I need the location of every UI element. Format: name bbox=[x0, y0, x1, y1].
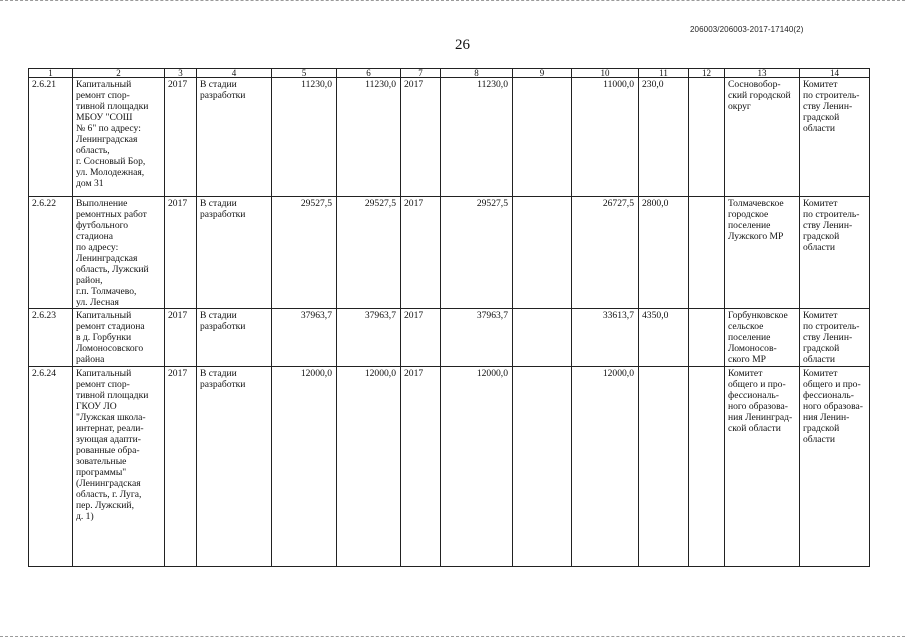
column-number: 11 bbox=[639, 69, 689, 78]
year-funding: 29527,5 bbox=[441, 197, 513, 309]
funding-year: 2017 bbox=[401, 197, 441, 309]
municipality: Толмачевское городское поселение Лужского МР bbox=[725, 197, 800, 309]
regional-budget: 33613,7 bbox=[572, 309, 639, 367]
municipality: Комитет общего и про- фессиональ- ного образова- ния Ленинград- ской области bbox=[725, 367, 800, 567]
column-number-row bbox=[29, 69, 870, 78]
table-row bbox=[29, 309, 870, 367]
column-number: 3 bbox=[165, 69, 197, 78]
scan-top-edge bbox=[0, 0, 905, 2]
column-number: 6 bbox=[337, 69, 401, 78]
row-number: 2.6.24 bbox=[29, 367, 73, 567]
column-number: 2 bbox=[73, 69, 165, 78]
row-number: 2.6.21 bbox=[29, 78, 73, 197]
total-funding: 12000,0 bbox=[337, 367, 401, 567]
column-number: 14 bbox=[800, 69, 870, 78]
start-year: 2017 bbox=[165, 78, 197, 197]
col12-value bbox=[689, 197, 725, 309]
total-funding: 29527,5 bbox=[337, 197, 401, 309]
col9-value bbox=[513, 197, 572, 309]
table-row bbox=[29, 367, 870, 567]
start-year: 2017 bbox=[165, 197, 197, 309]
local-budget: 2800,0 bbox=[639, 197, 689, 309]
col9-value bbox=[513, 78, 572, 197]
responsible-body: Комитет общего и про- фессиональ- ного образова- ния Ленин- градской области bbox=[800, 367, 870, 567]
design-status: В стадии разработки bbox=[197, 197, 272, 309]
funding-year: 2017 bbox=[401, 309, 441, 367]
year-funding: 12000,0 bbox=[441, 367, 513, 567]
work-description: Капитальный ремонт спор- тивной площадки ГКОУ ЛО "Лужская школа- интернат, реали- зующая адапти- рованные обра- зовательные программы" (Ленинградская область, г. Луга, пер. Лужский, д. 1) bbox=[73, 367, 165, 567]
work-description: Выполнение ремонтных работ футбольного стадиона по адресу: Ленинградская область, Лужский район, г.п. Толмачево, ул. Лесная bbox=[73, 197, 165, 309]
column-number: 13 bbox=[725, 69, 800, 78]
table-row bbox=[29, 197, 870, 309]
col12-value bbox=[689, 78, 725, 197]
column-number: 10 bbox=[572, 69, 639, 78]
scan-bottom-edge bbox=[0, 636, 905, 638]
col9-value bbox=[513, 367, 572, 567]
municipality: Горбунковское сельское поселение Ломоносов- ского МР bbox=[725, 309, 800, 367]
column-number: 8 bbox=[441, 69, 513, 78]
column-number: 1 bbox=[29, 69, 73, 78]
column-number: 4 bbox=[197, 69, 272, 78]
municipality: Сосновобор- ский городской округ bbox=[725, 78, 800, 197]
row-number: 2.6.22 bbox=[29, 197, 73, 309]
regional-budget: 12000,0 bbox=[572, 367, 639, 567]
responsible-body: Комитет по строитель- ству Ленин- градской области bbox=[800, 78, 870, 197]
col9-value bbox=[513, 309, 572, 367]
regional-budget: 11000,0 bbox=[572, 78, 639, 197]
start-year: 2017 bbox=[165, 309, 197, 367]
estimated-cost: 29527,5 bbox=[272, 197, 337, 309]
year-funding: 11230,0 bbox=[441, 78, 513, 197]
page-number: 26 bbox=[455, 37, 470, 53]
total-funding: 11230,0 bbox=[337, 78, 401, 197]
estimated-cost: 37963,7 bbox=[272, 309, 337, 367]
total-funding: 37963,7 bbox=[337, 309, 401, 367]
work-description: Капитальный ремонт стадиона в д. Горбунки Ломоносовского района bbox=[73, 309, 165, 367]
column-number: 9 bbox=[513, 69, 572, 78]
design-status: В стадии разработки bbox=[197, 78, 272, 197]
data-table bbox=[28, 68, 870, 567]
local-budget: 230,0 bbox=[639, 78, 689, 197]
design-status: В стадии разработки bbox=[197, 309, 272, 367]
col12-value bbox=[689, 367, 725, 567]
year-funding: 37963,7 bbox=[441, 309, 513, 367]
regional-budget: 26727,5 bbox=[572, 197, 639, 309]
row-number: 2.6.23 bbox=[29, 309, 73, 367]
column-number: 12 bbox=[689, 69, 725, 78]
design-status: В стадии разработки bbox=[197, 367, 272, 567]
start-year: 2017 bbox=[165, 367, 197, 567]
work-description: Капитальный ремонт спор- тивной площадки МБОУ "СОШ № 6" по адресу: Ленинградская область, г. Сосновый Бор, ул. Молодежная, дом 31 bbox=[73, 78, 165, 197]
column-number: 7 bbox=[401, 69, 441, 78]
funding-year: 2017 bbox=[401, 367, 441, 567]
table-row bbox=[29, 78, 870, 197]
column-number: 5 bbox=[272, 69, 337, 78]
local-budget: 4350,0 bbox=[639, 309, 689, 367]
responsible-body: Комитет по строитель- ству Ленин- градской области bbox=[800, 197, 870, 309]
local-budget bbox=[639, 367, 689, 567]
estimated-cost: 11230,0 bbox=[272, 78, 337, 197]
responsible-body: Комитет по строитель- ству Ленин- градской области bbox=[800, 309, 870, 367]
estimated-cost: 12000,0 bbox=[272, 367, 337, 567]
funding-year: 2017 bbox=[401, 78, 441, 197]
col12-value bbox=[689, 309, 725, 367]
document-id: 206003/206003-2017-17140(2) bbox=[690, 25, 804, 34]
